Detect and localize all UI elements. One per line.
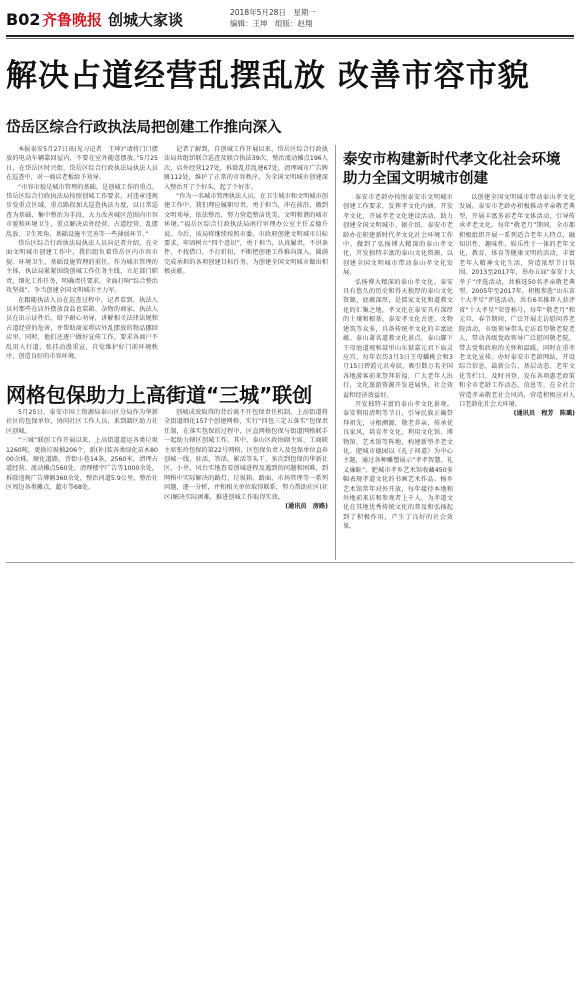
story2-headline: 网格包保助力上高街道“三城”联创 xyxy=(6,383,313,407)
story2-column-1 xyxy=(6,408,158,558)
story3-byline: (通讯员 程芳 陈璐) xyxy=(513,410,575,418)
lead-paragraph: “市容市貌是城市管理的基础，是创城工作的重点。岱岳区综合行政执法局按照创城工作要求，对违章违规步发重点区域，重点路段加大巡查执法力度，以日常巡查为基础，集中整治为手段，大力改善城区范围内市容市貌和环境卫生，重点解决店外经营、占道经营、乱摆乱放、卫生死角、基础设施不完善等一些薄弱环节。” xyxy=(6,183,158,238)
story3-paragraph: 开发独特丰富的泰山孝文化景观。泰安利用清明等节日，引导民族正确祭拜祖先，寻根溯源，敬老养亲，传承优良家风，培育孝文化，利用文化馆、博物馆、艺术馆等阵地，构建新型孝老文化。肥城市德园以《孔子问道》为中心主题，通过各种雕塑展示“孝孝智慧、礼义廉耻”，肥城市孝乡艺术馆收藏450多幅表现孝道文化的书画艺术作品。杨乡艺术馆常年对外开放，每年接待本地和外地前来访和参观者上千人，为孝道文化在其地优秀传统文化的普及和弘扬起到了积极作用，产生了良好的社会效果。 xyxy=(343,400,453,531)
story3-paragraph: 以创建全国文明城市带动泰山孝文化发展。泰安市老龄办积极推动孝亲敬老典型，开展丰富多彩老年文体活动，引导传承孝老文化。每年“敬老月”期间，全市都积极组织开展一系列适合老年人特点，融知识性、趣味性、娱乐性于一体的老年文化，教育，体育等健康文明的活动，丰富老年人精神文化生活，营造浓厚节日氛围。2013至2017年，举办五届“泰安十大孝子”评选活动，共推选50名孝亲敬老典型。2005年至2017年，积极参选“山东省十大孝星”评选活动，共有6名推荐人获评省“十大孝星”荣誉称号，每年“敬老月”和元旦，春节期间，广泛开展走访慰问养老院活动，市级领导带头走访看望敬老院老人，带动各级党政领导广泛慰问敬老院，带去党和政府的关怀和温暖，同时在重孝老文化宣传。办好泰安市老龄网站，开设综合信息，最新公告、基层动态、老年文化等栏目，及时刊登，发布各项惠老政策和全市老龄工作动态，信息等，在全社会营造孝亲敬老社会风尚，营造积极应对人口老龄化社会大环境。 xyxy=(459,194,575,408)
masthead-rule-thin xyxy=(6,38,574,39)
lead-paragraph: 记者了解到，自创城工作开展以来，岱岳区综合行政执法局共组织联合巡查及联合执法39次，整治流动摊点196人次，店外经营127处，拆除乱挂乱建67处，清理城市广告牌匾112处，维护了正常的市容秩序，为全国文明城市创建深入整治开了个好头，起了个好步。 xyxy=(164,146,328,191)
lead-paragraph: 岱岳区综合行政执法局执法人员向记者介绍，在全面文明城市创建工作中，我们组负着岱岳区内市容市貌、环境卫生、基础设施管理的重任。作为城市管理的主体，执法局紧紧围绕创城工作任务主线，立足部门职责，细化工作任务，明确责任要求，全面打响“综合整治攻坚战”，争当创建全国文明城市主力军。 xyxy=(6,240,158,295)
section-divider xyxy=(6,562,574,563)
story2-paragraph: “三城”联创工作开展以来，上高街道道运各类垃圾1260吨，更换垃圾桶206个，新(补)装各类绿化苗木8000余株，硬化道路，背街小巷14条，2560米，清理占道经营、流动摊点560处，清理楼宇广告等1000余处，拆除违规广告牌匾360余处，整治河道5.9公里，整治社区周边各类摊点，超市等68处。 xyxy=(6,437,158,492)
lead-subheadline: 岱岳区综合行政执法局把创建工作推向深入 xyxy=(6,120,282,136)
lead-paragraph: 在跟随执法人员在巡查过程中，记者看到，执法人员对那些在店外摆放食品也装箱、杂物的商家，执法人员在出示证件后，给予耐心劝导，讲解相关法律法规和占道经营的危害，并帮助商家将店外乱摆放的物品挪回店里。同时，他们还逐户做好宣传工作，要求各商户不乱用人行道，张挂动漫重宣，自觉维护好门前环境秩序，创造良好的市容环境。 xyxy=(6,296,158,360)
lead-column-1 xyxy=(6,145,158,375)
story3-column-1 xyxy=(343,193,453,558)
lead-headline: 解决占道经营乱摆乱放 改善市容市貌 xyxy=(6,58,530,94)
section-title: 创城大家谈 xyxy=(108,11,184,29)
story2-column-2 xyxy=(164,408,328,558)
lead-column-2 xyxy=(164,145,328,375)
column-divider xyxy=(335,145,336,560)
page-number: B02 xyxy=(6,10,41,29)
masthead-rule xyxy=(6,35,574,37)
story3-paragraph: 弘扬博大精深的泰山孝文化。泰安具有悠久的历史和得天独厚的泰山文化资源，底蕴深厚，是儒家文化和道教文化的汇集之地，孝文化在泰安具有深厚的土壤和根基。泰安孝文化古迹、文物建筑等众多，具备传统孝文化的丰富底蕴。泰山著名道教文化景点，泰山脚下王母池道观和蒿里山东狱嘉元君下庙灵应宫，每年农历3月3日王母蟠桃会和3月15日碧霞元君寿辰，吸引数万名全国各地游客前来祭拜祈福，广大老年人出行，文化旅游资源开发进展快，社会效益和经济效益好。 xyxy=(343,278,453,399)
story3-column-2 xyxy=(459,193,575,558)
story3-headline: 泰安市构建新时代孝文化社会环境助力全国文明城市创建 xyxy=(343,152,561,187)
story2-paragraph: 创城成效取得的背后离不开包保责任机制，上高街道将全街道细化157个创建网格，实行“四包三定五落实”包保责任制，在落实包保的过程中，区直网格包保与街道网格联手一起助力辖区创城工作。其中，泰山区政协副主席、工商联主席张玲包保的第22号网格，区包保负责人及包保单位直奔创城一线，驻活，答活，累活等头干，多次到包保的华新社区，小井，风台实地查看创城进程及遇到的问题和困难，到网格中实际解决的路灯、垃圾箱、路面、市场管理等一系列问题，逐一分析，并和相关单位取得联系，努力帮助社区(社区)解决实际困难，推进创城工作取得实效。 xyxy=(164,409,328,501)
story2-byline: (通讯员 房路) xyxy=(285,503,328,511)
story2-paragraph: 5月25日，泰安市国土资源局泰山区分局作为华新社区的包保单位，协同社区工作人员，来到籍区助力社区创城。 xyxy=(6,409,158,435)
date-line: 2018年5月28日 星期一 xyxy=(230,8,316,17)
story3-paragraph: 泰安市老龄办按照泰安市文明城市创建工作要求，发挥孝文化内涵，开发孝文化，开展孝老文化建设活动，助力创建全国文明城市。据介绍，泰安市老龄办在积建新时代孝文化社会环境工作中，做到了弘扬博大精深的泰山孝文化，开发独特丰富的泰山文化资源，以创建全国文明城市带动泰山孝文化发展。 xyxy=(343,194,453,277)
paper-logo: 齐鲁晚报 xyxy=(42,11,103,29)
editors-line: 编辑：王坤 组版：赵翔 xyxy=(230,19,313,28)
masthead xyxy=(6,4,574,34)
lead-paragraph: 本报泰安5月27日讯(见习记者 王坤)“请将门口摆放的电动车辆靠回屋内，不要在室外随意摆放。”5月25日，在岱岳区时兴街，岱岳区综合行政执法局执法人员在巡查中，对一商店老板给予劝导。 xyxy=(6,146,158,182)
lead-paragraph: “作为一名城市管理执法人员，在卫生城市和文明城市创建工作中，我们理应履职尽责，勇于担当，冲在前沿，做到文明劝导，依法整治，努力营造整洁优美、文明和谐的城市环境。”福岳区综合行政执法局南行审理办公室主任孟德升说。今后，该局将继续按照市委、市政府创建文明城市目标要求，牢固树立“四个意识”，勇于担当，认真履责，不讲条件，不找借口，不打折扣，不断把创建工作推向深入，圆满完成承担的各项创建目标任务，为创建全国文明城市做出积极贡献。 xyxy=(164,193,328,276)
